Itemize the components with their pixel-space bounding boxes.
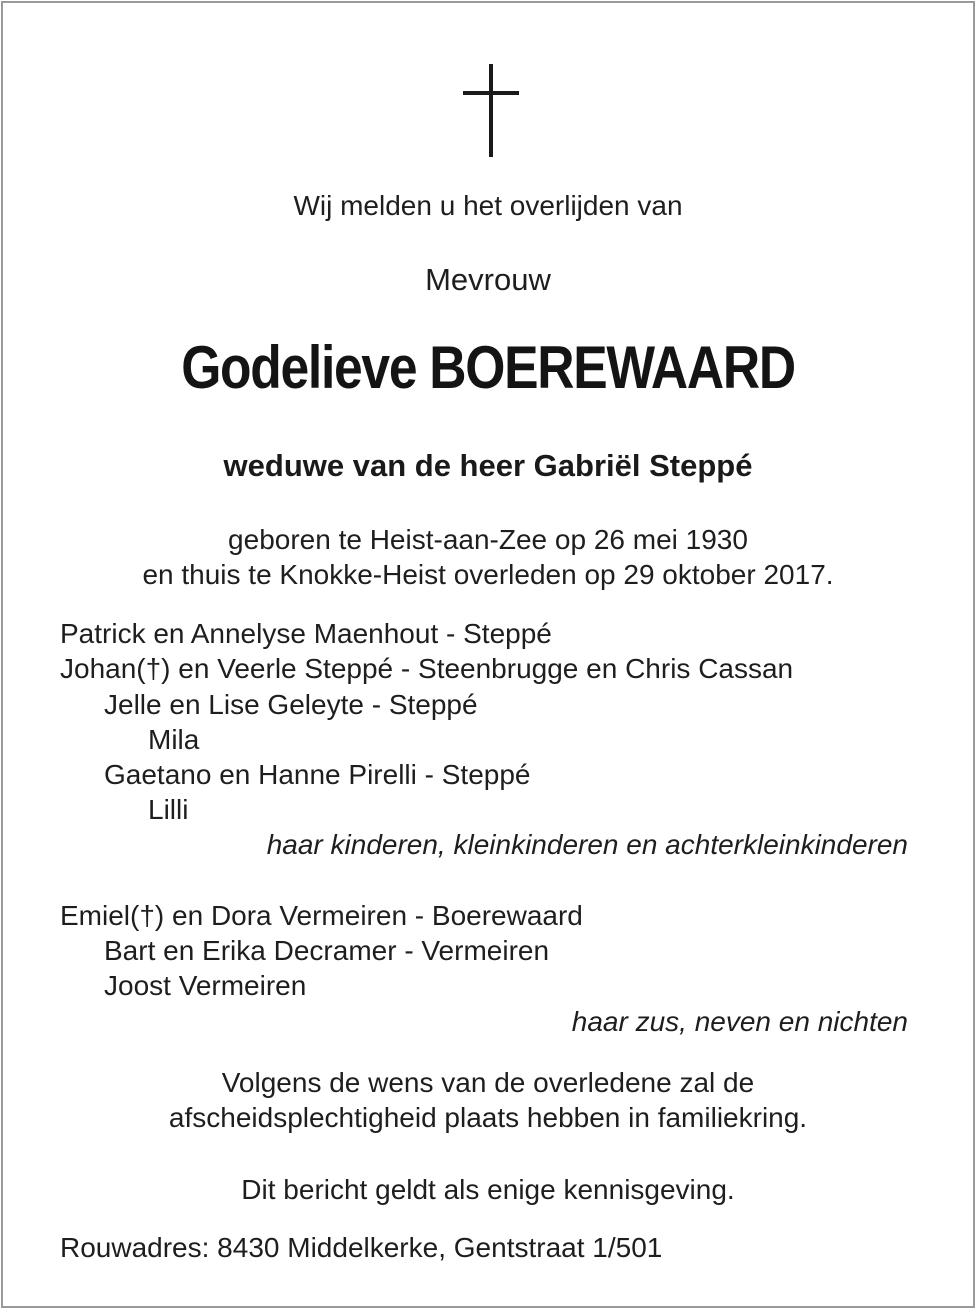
family-line: Mila [148,724,200,755]
family-line: Emiel(†) en Dora Vermeiren - Boerewaard [60,900,583,931]
birth-line: geboren te Heist-aan-Zee op 26 mei 1930 [228,524,748,555]
family-line: Lilli [148,794,189,825]
family-line: Johan(†) en Veerle Steppé - Steenbrugge en Chris Cassan [60,653,794,684]
family-line: Bart en Erika Decramer - Vermeiren [104,935,550,966]
notice-text: Dit bericht geldt als enige kennisgeving. [241,1174,735,1205]
children-relation: haar kinderen, kleinkinderen en achterkleinkinderen [266,829,908,860]
family-line: Joost Vermeiren [104,970,307,1001]
sister-relation: haar zus, neven en nichten [571,1006,908,1037]
mourning-address: Rouwadres: 8430 Middelkerke, Gentstraat 1/501 [60,1232,663,1263]
death-line: en thuis te Knokke-Heist overleden op 29 oktober 2017. [142,559,834,590]
honorific: Mevrouw [425,262,551,297]
intro-text: Wij melden u het overlijden van [293,190,683,221]
family-line: Gaetano en Hanne Pirelli - Steppé [104,759,531,790]
wish-line-1: Volgens de wens van de overledene zal de [221,1067,755,1098]
family-line: Jelle en Lise Geleyte - Steppé [104,689,478,720]
wish-line-2: afscheidsplechtigheid plaats hebben in familiekring. [168,1102,808,1133]
deceased-name: Godelieve BOEREWAARD [181,334,795,401]
cross-horizontal-bar [463,91,519,95]
cross-vertical-bar [489,64,493,157]
widow-of-line: weduwe van de heer Gabriël Steppé [223,448,753,483]
cross-icon [463,64,519,157]
family-line: Patrick en Annelyse Maenhout - Steppé [60,618,552,649]
